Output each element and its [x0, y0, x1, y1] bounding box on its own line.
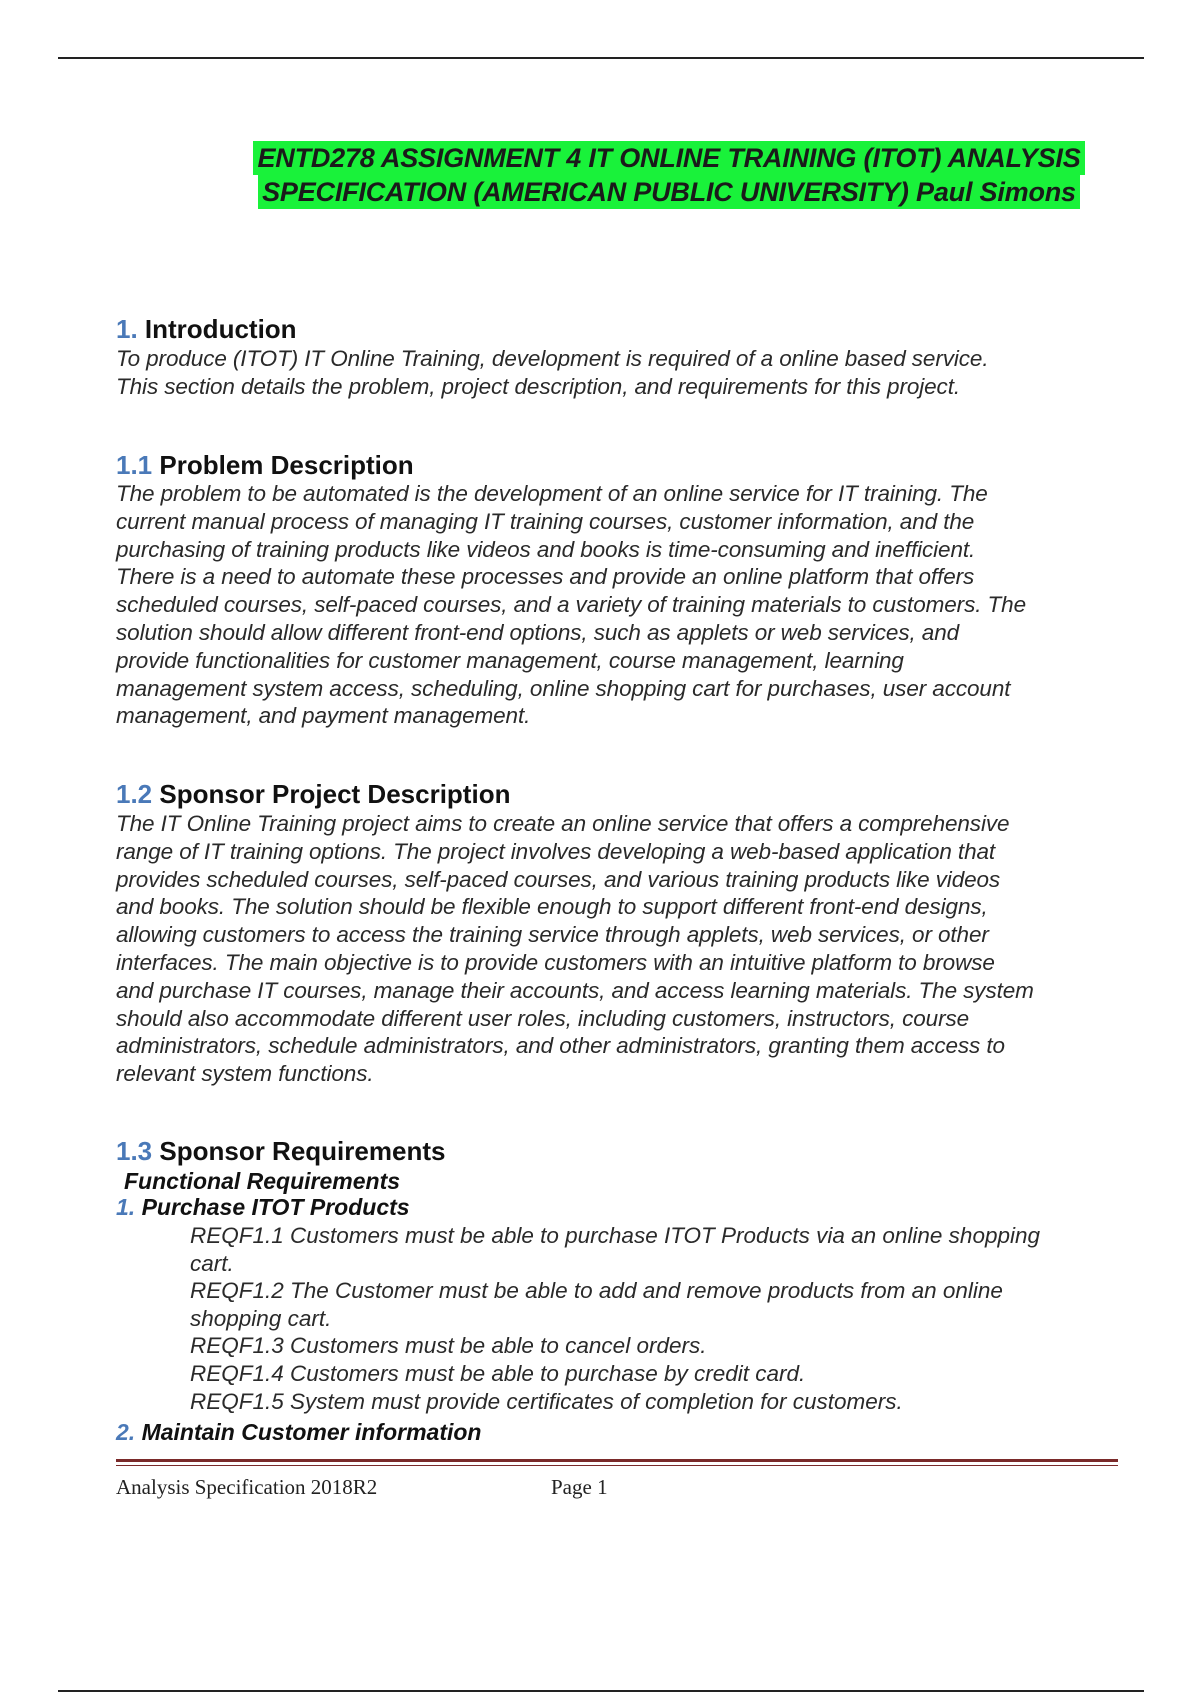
requirement-line: REQF1.3 Customers must be able to cancel orders. [190, 1333, 707, 1359]
paragraph-line: management, and payment management. [116, 703, 531, 729]
requirement-line: REQF1.4 Customers must be able to purchase by credit card. [190, 1360, 806, 1386]
requirement-line: REQF1.5 System must provide certificates of completion for customers. [190, 1388, 903, 1414]
intro-title: Introduction [144, 314, 297, 344]
paragraph-line: provides scheduled courses, self-paced courses, and various training products like videos [116, 866, 1001, 892]
paragraph-line: allowing customers to access the training service through applets, web services, or other [116, 922, 989, 948]
footer-rule-thin [116, 1465, 1118, 1466]
problem-paragraph [116, 480, 1116, 730]
intro-heading [116, 313, 297, 345]
sponsor-desc-paragraph [116, 810, 1116, 1088]
requirement-group-title: Purchase ITOT Products [141, 1194, 410, 1220]
requirement-group-heading [116, 1418, 481, 1446]
requirement-line: REQF1.1 Customers must be able to purchase ITOT Products via an online shopping [190, 1223, 1041, 1248]
sponsor-desc-number: 1.2 [116, 779, 153, 809]
intro-paragraph [116, 345, 1116, 401]
paragraph-line: and books. The solution should be flexible enough to support different front-end designs, [116, 894, 988, 920]
paragraph-line: range of IT training options. The project involves developing a web-based application that [116, 838, 996, 864]
functional-requirements-label: Functional Requirements [124, 1168, 401, 1194]
requirement-line: cart. [190, 1250, 234, 1276]
requirement-item [190, 1222, 1130, 1277]
requirement-item [190, 1332, 1130, 1360]
sponsor-desc-heading [116, 778, 510, 810]
requirement-list [190, 1222, 1130, 1415]
requirement-item [190, 1388, 1130, 1416]
paragraph-line: interfaces. The main objective is to provide customers with an intuitive platform to browse [116, 949, 995, 975]
sponsor-desc-title: Sponsor Project Description [159, 779, 511, 809]
paragraph-line: scheduled courses, self-paced courses, and a variety of training materials to customers. The [116, 592, 1026, 618]
paragraph-line: management system access, scheduling, online shopping cart for purchases, user account [116, 675, 1011, 701]
paragraph-line: The problem to be automated is the development of an online service for IT training. The [116, 481, 988, 506]
problem-heading [116, 449, 414, 481]
requirement-line: REQF1.2 The Customer must be able to add and remove products from an online [190, 1278, 1003, 1304]
sponsor-req-heading [116, 1135, 445, 1167]
top-rule [58, 57, 1144, 59]
requirement-group-title: Maintain Customer information [141, 1419, 482, 1445]
requirement-item [190, 1277, 1130, 1332]
requirement-line: shopping cart. [190, 1305, 332, 1331]
paragraph-line: should also accommodate different user roles, including customers, instructors, course [116, 1005, 970, 1031]
requirement-group-number: 1. [116, 1194, 136, 1220]
footer-doc-label: Analysis Specification 2018R2 [116, 1475, 378, 1499]
sponsor-req-number: 1.3 [116, 1136, 153, 1166]
requirement-item [190, 1360, 1130, 1388]
title-line-2: SPECIFICATION (AMERICAN PUBLIC UNIVERSITY) Paul Simons [258, 175, 1080, 209]
paragraph-line: administrators, schedule administrators, and other administrators, granting them access to [116, 1033, 1005, 1059]
paragraph-line: and purchase IT courses, manage their accounts, and access learning materials. The system [116, 977, 1034, 1003]
paragraph-line: purchasing of training products like videos and books is time-consuming and inefficient. [116, 536, 976, 562]
paragraph-line: provide functionalities for customer management, course management, learning [116, 647, 904, 673]
paragraph-line: relevant system functions. [116, 1061, 374, 1087]
bottom-rule [58, 1690, 1144, 1692]
page-number: Page 1 [551, 1475, 608, 1499]
paragraph-line: current manual process of managing IT training courses, customer information, and the [116, 508, 975, 534]
problem-title: Problem Description [159, 450, 414, 480]
problem-number: 1.1 [116, 450, 153, 480]
paragraph-line: There is a need to automate these processes and provide an online platform that offers [116, 564, 975, 590]
footer-rule [116, 1459, 1118, 1462]
requirement-group-heading [116, 1193, 410, 1221]
paragraph-line: solution should allow different front-end options, such as applets or web services, and [116, 619, 960, 645]
paragraph-line: To produce (ITOT) IT Online Training, development is required of a online based service. [116, 346, 989, 371]
paragraph-line: This section details the problem, project description, and requirements for this project. [116, 373, 961, 399]
document-title [224, 141, 1114, 209]
intro-number: 1. [116, 314, 138, 344]
paragraph-line: The IT Online Training project aims to create an online service that offers a comprehensive [116, 811, 1010, 836]
requirement-group-number: 2. [116, 1419, 136, 1445]
sponsor-req-title: Sponsor Requirements [159, 1136, 446, 1166]
title-line-1: ENTD278 ASSIGNMENT 4 IT ONLINE TRAINING (ITOT) ANALYSIS [253, 141, 1084, 175]
